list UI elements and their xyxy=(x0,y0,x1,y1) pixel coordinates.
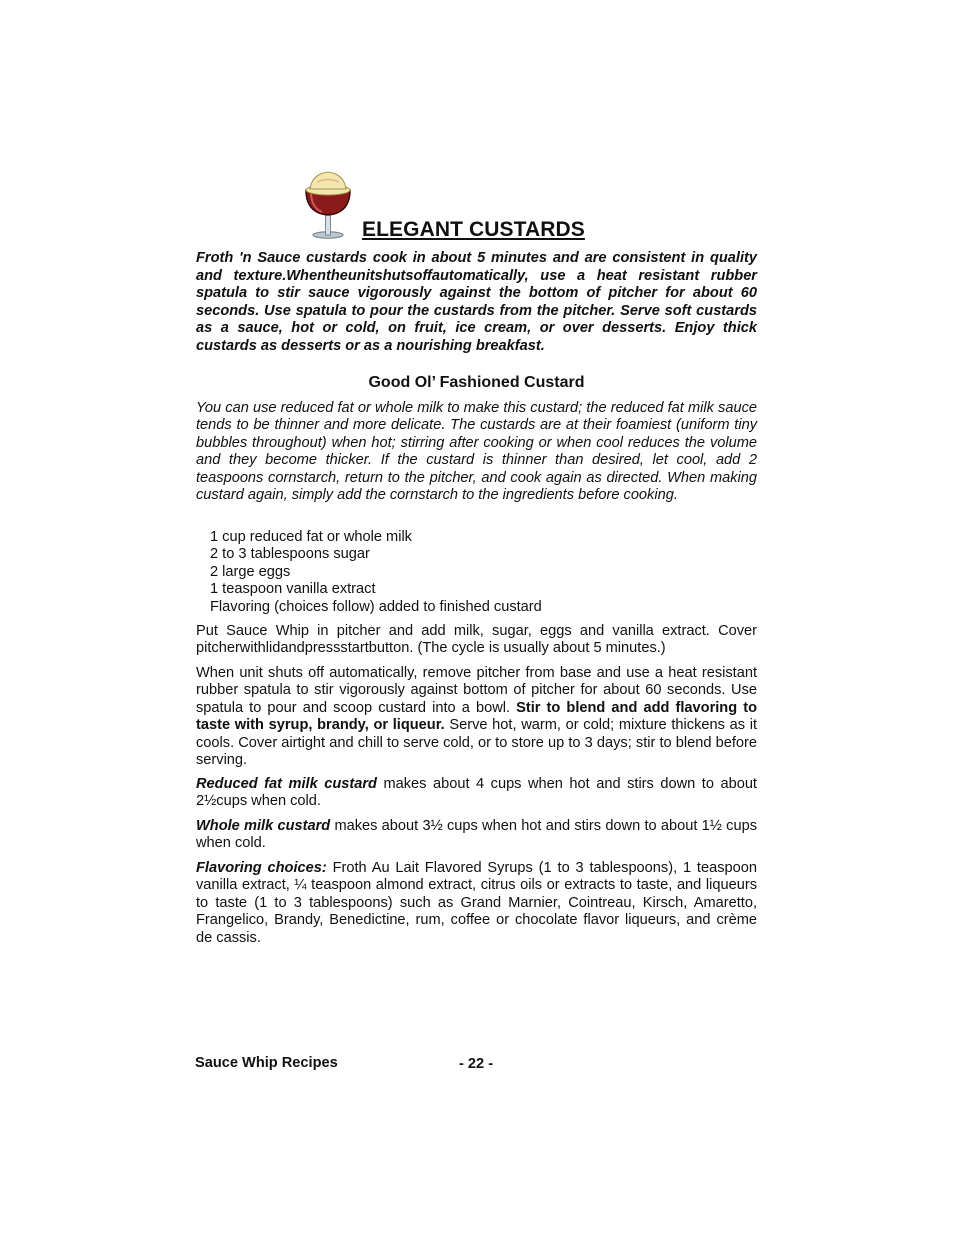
recipe-note: You can use reduced fat or whole milk to make this custard; the reduced fat milk sauce tends to be thinner and more delicate. The custards are at their foamiest (uniform tiny bubbles throughout) when hot; stirring after cooking or when cool reduces the volume and they become thicker. If the custard is thinner than desired, let cool, add 2 teaspoons cornstarch, return to the pitcher, and cook again as directed. When making custard again, simply add the cornstarch to the ingredients before cooking. xyxy=(196,400,757,504)
step-two-emphasis: Stir to blend and add flavoring to taste with syrup, brandy, or liqueur. xyxy=(196,699,757,734)
intro-paragraph: Froth 'n Sauce custards cook in about 5 minutes and are consistent in quality and texture.Whentheunitshutsoffautomatically, use a heat resistant rubber spatula to stir sauce vigorously against the bottom of pitcher for about 60 seconds. Use spatula to pour the custards from the pitcher. Serve soft custards as a sauce, hot or cold, on fruit, ice cream, or over desserts. Enjoy thick custards as desserts or as a nourishing breakfast. xyxy=(196,250,757,354)
custard-glass-icon xyxy=(302,168,354,240)
whole-milk-text: makes about 3½ cups when hot and stirs down to about 1½ cups when cold. xyxy=(196,818,758,852)
ingredient-list xyxy=(210,529,542,616)
reduced-fat-text: makes about 4 cups when hot and stirs down to about 2½cups when cold. xyxy=(196,776,757,810)
ingredient-item: 2 large eggs xyxy=(210,563,291,580)
recipe-title: Good Ol’ Fashioned Custard xyxy=(368,374,585,391)
ingredient-item: Flavoring (choices follow) added to finished custard xyxy=(210,598,542,615)
ingredient-item: 2 to 3 tablespoons sugar xyxy=(210,546,370,563)
flavoring-choices xyxy=(196,860,757,947)
step-two xyxy=(196,665,757,769)
whole-milk-yield xyxy=(196,818,757,853)
whole-milk-label: Whole milk custard xyxy=(196,818,331,834)
reduced-fat-yield xyxy=(196,776,757,811)
ingredient-item: 1 teaspoon vanilla extract xyxy=(210,581,376,598)
flavoring-text: Froth Au Lait Flavored Syrups (1 to 3 tablespoons), 1 teaspoon vanilla extract, ¼ teaspoon almond extract, citrus oils or extracts to taste, and liqueurs to taste (1 to 3 tablespoons) such as Grand Marnier, Cointreau, Kirsch, Amaretto, Frangelico, Brandy, Benedictine, rum, coffee or chocolate flavor liqueurs, and crème de cassis. xyxy=(196,860,757,946)
step-two-text-end: Serve hot, warm, or cold; mixture thickens as it cools. Cover airtight and chill to serve cold, or to store up to 3 days; stir to blend before serving. xyxy=(196,717,758,769)
reduced-fat-label: Reduced fat milk custard xyxy=(196,776,377,792)
page-title: ELEGANT CUSTARDS xyxy=(362,218,585,241)
ingredient-item: 1 cup reduced fat or whole milk xyxy=(210,529,412,545)
footer-book-title: Sauce Whip Recipes xyxy=(195,1055,338,1071)
page-number: - 22 - xyxy=(459,1056,494,1072)
flavoring-label: Flavoring choices: xyxy=(196,860,327,876)
step-two-text: When unit shuts off automatically, remove pitcher from base and use a heat resistant rubber spatula to stir vigorously against bottom of pitcher for about 60 seconds. Use spatula to pour and scoop custard into a bowl. xyxy=(196,665,757,716)
step-one: Put Sauce Whip in pitcher and add milk, sugar, eggs and vanilla extract. Cover pitcherwithlidandpressstartbutton. (The cycle is usually about 5 minutes.) xyxy=(196,623,757,657)
